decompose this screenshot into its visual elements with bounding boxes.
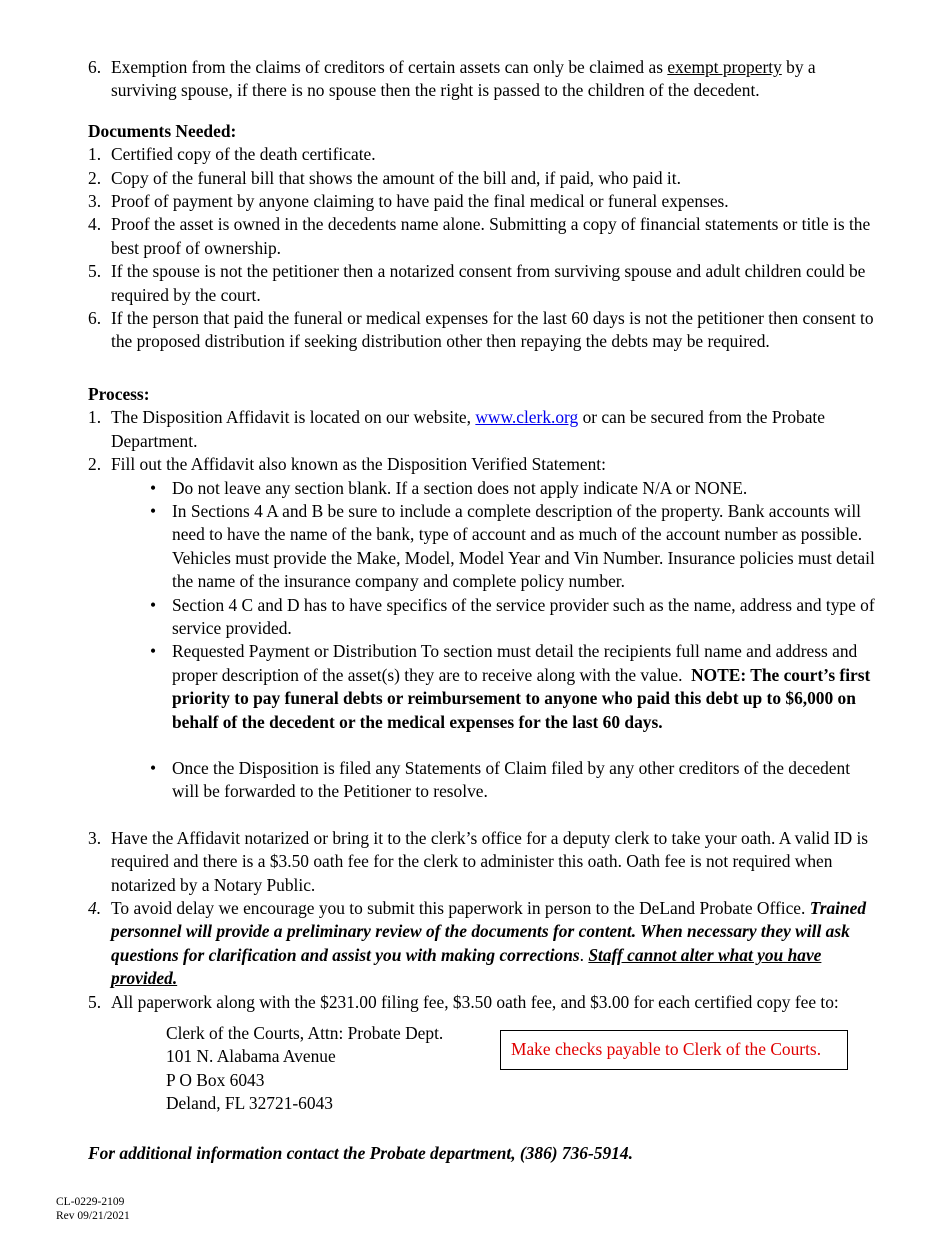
item-text: All paperwork along with the $231.00 filing fee, $3.50 oath fee, and $3.00 for each certified copy fee to: [111,991,839,1012]
document-page [56,0,878,1243]
item-text: Have the Affidavit notarized or bring it to the clerk’s office for a deputy clerk to take your oath. A valid ID is required and there is a $3.50 oath fee for the clerk to administer this oath. Oath fee is not required when notarized by a Notary Public. [111,827,869,895]
item-number: 6. [88,57,102,77]
documents-needed-heading: Documents Needed: [88,120,237,141]
item-text: Fill out the Affidavit also known as the Disposition Verified Statement: [111,454,606,475]
bullet-item [88,477,878,500]
item-text: To avoid delay we encourage you to submit this paperwork in person to the DeLand Probate Office. [111,898,810,918]
item-text: Proof of payment by anyone claiming to have paid the final medical or funeral expenses. [111,191,729,212]
form-number: CL-0229-2109 [56,1196,125,1209]
item-text: by a surviving spouse, if there is no spouse then the right is passed to the children of the decedent. [111,57,816,101]
bullet-item [88,500,878,594]
item-number: 3. [88,191,102,212]
process-step-4 [88,897,878,991]
exempt-property-item [88,56,878,103]
mailing-address [166,1022,486,1116]
item-text: If the spouse is not the petitioner then a notarized consent from surviving spouse and adult children could be required by the court. [111,261,866,305]
item-text: . [579,944,589,965]
list-item [88,260,878,307]
item-number: 4. [88,898,102,918]
address-line: P O Box 6043 [166,1069,265,1090]
list-item [88,190,878,213]
process-step-5 [88,991,878,1014]
form-code [56,1195,878,1223]
address-line: 101 N. Alabama Avenue [166,1046,336,1067]
item-number: 3. [88,827,102,848]
list-item [88,167,878,190]
address-line: Deland, FL 32721-6043 [166,1093,333,1114]
process-step-1 [88,406,878,453]
bullet-text: Do not leave any section blank. If a section does not apply indicate N/A or NONE. [172,477,748,498]
staff-warning: Staff cannot alter what you have provided. [111,944,822,989]
clerk-website-link[interactable]: www.clerk.org [475,407,579,428]
bullet-item [88,594,878,641]
item-number: 2. [88,167,102,188]
item-text: Exemption from the claims of creditors of certain assets can only be claimed as [111,57,668,77]
item-number: 2. [88,454,102,475]
item-number: 5. [88,261,102,282]
bullet-text: Once the Disposition is filed any Statements of Claim filed by any other creditors of the decedent will be forwarded to the Petitioner to resolve. [172,757,851,802]
mailing-section [88,1022,878,1116]
bullet-text: Section 4 C and D has to have specifics of the service provider such as the name, address and type of service provided. [172,594,875,638]
item-number: 1. [88,407,102,428]
bullet-item [88,640,878,734]
documents-list [88,143,878,354]
contact-footer: For additional information contact the Probate department, (386) 736-5914. [88,1142,633,1163]
item-text: If the person that paid the funeral or medical expenses for the last 60 days is not the petitioner then consent to the proposed distribution if seeking distribution other then repaying the debts may be required. [111,308,874,352]
item-number: 6. [88,308,102,329]
item-text: Proof the asset is owned in the decedents name alone. Submitting a copy of financial statements or title is the best proof of ownership. [111,214,871,258]
item-text: The Disposition Affidavit is located on our website, [111,407,476,428]
process-step-3 [88,827,878,897]
review-note: Trained personnel will provide a preliminary review of the documents for content. When necessary they will ask questions for clarification and assist you with making corrections [111,898,867,965]
list-item [88,307,878,354]
bullet-icon: • [150,641,157,662]
item-number: 5. [88,991,102,1012]
bullet-text: In Sections 4 A and B be sure to include a complete description of the property. Bank accounts will need to have the name of the bank, type of account and as much of the account number as possible. Vehicles must provide the Make, Model, Model Year and Vin Number. Insurance policies must detail the name of the insurance company and complete policy number. [172,500,875,592]
list-item [88,143,878,166]
revision-date: Rev 09/21/2021 [56,1210,130,1223]
list-item [88,213,878,260]
priority-note: NOTE: The court’s first priority to pay funeral debts or reimbursement to anyone who paid this debt up to $6,000 on behalf of the decedent or the medical expenses for the last 60 days. [172,664,871,732]
bullet-text: Requested Payment or Distribution To section must detail the recipients full name and address and proper description of the asset(s) they are to receive along with the value. [172,641,858,685]
bullet-icon: • [150,477,157,498]
bullet-item [88,757,878,804]
item-text: Certified copy of the death certificate. [111,144,376,165]
bullet-icon: • [150,500,157,521]
item-text: or can be secured from the Probate Department. [111,407,825,451]
address-line: Clerk of the Courts, Attn: Probate Dept. [166,1023,444,1044]
exempt-property-term: exempt property [667,57,782,77]
checks-payable-note: Make checks payable to Clerk of the Courts. [500,1030,848,1070]
item-number: 4. [88,214,102,235]
process-heading: Process: [88,383,150,404]
bullet-icon: • [150,594,157,615]
process-step-2 [88,453,878,476]
item-text: Copy of the funeral bill that shows the amount of the bill and, if paid, who paid it. [111,167,681,188]
bullet-icon: • [150,757,157,778]
item-number: 1. [88,144,102,165]
